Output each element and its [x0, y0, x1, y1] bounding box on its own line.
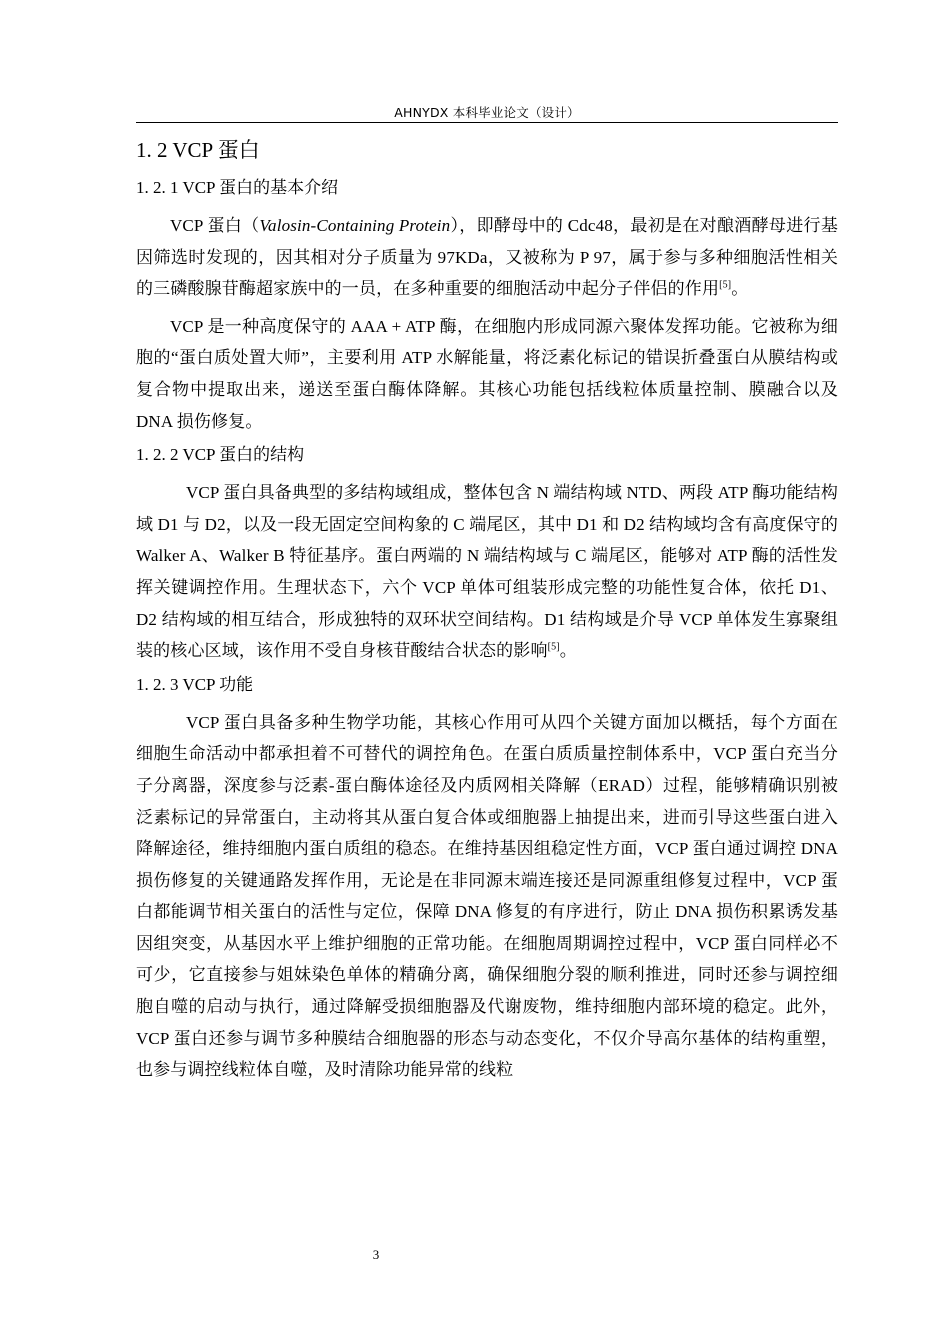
text-run: 。	[731, 279, 749, 299]
text-run: VCP 蛋白具备典型的多结构域组成，整体包含 N 端结构域 NTD、两段 ATP 酶功能结构域 D1 与 D2，以及一段无固定空间构象的 C 端尾区，其中 D1 和 D2 结构域均含有高度保守的 Walker A、Walker B 特征基序。蛋白两端的 N 端结构域与 C 端尾区，能够对 ATP 酶的活性发挥关键调控作用。生理状态下，六个 VCP 单体可组装形成完整的功能性复合体，依托 D1、D2 结构域的相互结合，形成独特的双环状空间结构。D1 结构域是介导 VCP 单体发生寡聚组装的核心区域，该作用不受自身核苷酸结合状态的影响	[136, 483, 838, 661]
text-run: VCP 蛋白（	[170, 216, 260, 235]
subsection-heading-function: 1. 2. 3 VCP 功能	[136, 674, 254, 694]
text-run: ），即酵母中的 Cdc48，最初是在对酿酒酵母进行基因筛选时发现的，因其相对分子质量为 97KDa，又被称为 P 97，属于参与多种细胞活性相关的三磷酸腺苷酶超家族中的一员，在多种重要的细胞活动中起分子伴侣的作用	[136, 216, 838, 299]
page-number: 3	[372, 1247, 380, 1262]
header-divider	[136, 122, 838, 123]
citation-ref: [5]	[547, 641, 560, 653]
paragraph-vcp-intro	[136, 210, 838, 305]
text-run: 。	[559, 641, 577, 661]
subsection-heading-structure: 1. 2. 2 VCP 蛋白的结构	[136, 445, 305, 465]
paragraph-vcp-atpase: VCP 是一种高度保守的 AAA + ATP 酶，在细胞内形成同源六聚体发挥功能。它被称为细胞的“蛋白质处置大师”，主要利用 ATP 水解能量，将泛素化标记的错误折叠蛋白从膜结构或复合物中提取出来，递送至蛋白酶体降解。其核心功能包括线粒体质量控制、膜融合以及 DNA 损伤修复。	[136, 316, 838, 431]
italic-term: Valosin-Containing Protein	[259, 216, 451, 235]
page-header: AHNYDX 本科毕业论文（设计）	[394, 105, 580, 120]
section-heading: 1. 2 VCP 蛋白	[136, 138, 260, 162]
citation-ref: [5]	[719, 279, 732, 291]
document-body	[136, 134, 838, 1092]
paragraph-vcp-function: VCP 蛋白具备多种生物学功能，其核心作用可从四个关键方面加以概括，每个方面在细胞生命活动中都承担着不可替代的调控角色。在蛋白质质量控制体系中，VCP 蛋白充当分子分离器，深度参与泛素-蛋白酶体途径及内质网相关降解（ERAD）过程，能够精确识别被泛素标记的异常蛋白，主动将其从蛋白复合体或细胞器上抽提出来，进而引导这些蛋白进入降解途径，维持细胞内蛋白质组的稳态。在维持基因组稳定性方面，VCP 蛋白通过调控 DNA 损伤修复的关键通路发挥作用，无论是在非同源末端连接还是同源重组修复过程中，VCP 蛋白都能调节相关蛋白的活性与定位，保障 DNA 修复的有序进行，防止 DNA 损伤积累诱发基因组突变，从基因水平上维护细胞的正常功能。在细胞周期调控过程中，VCP 蛋白同样必不可少，它直接参与姐妹染色单体的精确分离，确保细胞分裂的顺利推进，同时还参与调控细胞自噬的启动与执行，通过降解受损细胞器及代谢废物，维持细胞内部环境的稳定。此外，VCP 蛋白还参与调节多种膜结合细胞器的形态与动态变化，不仅介导高尔基体的结构重塑，也参与调控线粒体自噬，及时清除功能异常的线粒	[136, 712, 838, 1080]
subsection-heading-basic-intro: 1. 2. 1 VCP 蛋白的基本介绍	[136, 178, 339, 197]
paragraph-vcp-structure	[136, 477, 838, 667]
